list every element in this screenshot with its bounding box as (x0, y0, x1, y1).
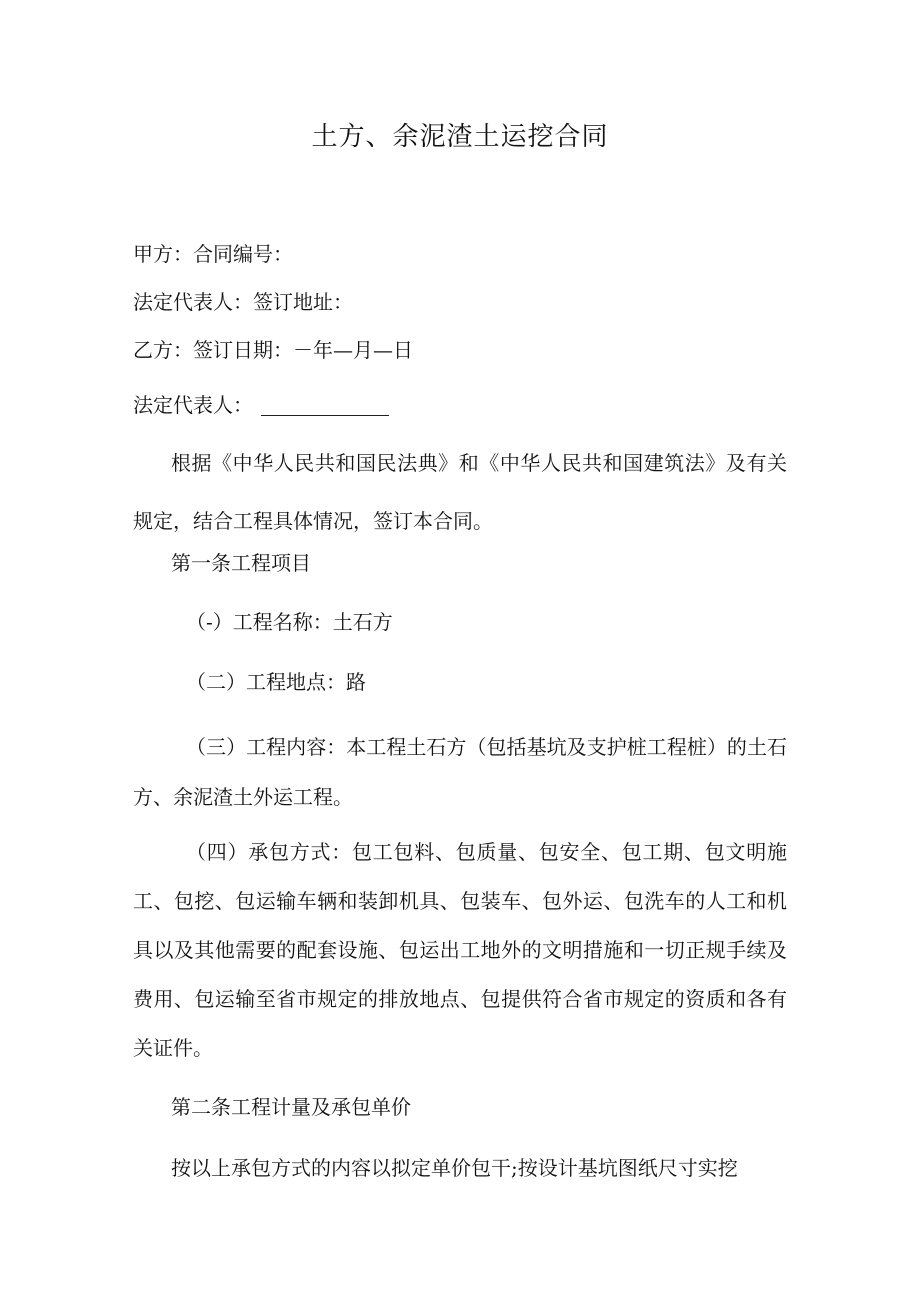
signature-blank (261, 395, 389, 416)
article-1-heading: 第一条工程项目 (171, 551, 311, 575)
article-1-item-2: （二）工程地点：路 (186, 670, 366, 694)
article-2-text: 按以上承包方式的内容以拟定单价包干;按设计基坑图纸尺寸实挖 (171, 1156, 738, 1180)
article-1-item-1: （-）工程名称：土石方 (186, 610, 393, 634)
article-1-item-3: （三）工程内容：本工程土石方（包括基坑及支护桩工程桩）的土石方、余泥渣土外运工程。 (133, 735, 787, 809)
legal-rep-line-1: 法定代表人：签订地址： (133, 290, 353, 314)
document-title: 土方、余泥渣土运挖合同 (311, 122, 609, 152)
article-1-item-4: （四）承包方式：包工包料、包质量、包安全、包工期、包文明施工、包挖、包运输车辆和装卸机具、包装车、包外运、包洗车的人工和机具以及其他需要的配套设施、包运出工地外的文明措施和一切正规手续及费用、包运输至省市规定的排放地点、包提供符合省市规定的资质和各有关证件。 (133, 840, 787, 1060)
article-2-heading: 第二条工程计量及承包单价 (171, 1095, 411, 1119)
party-b-line: 乙方：签订日期：－年—月—日 (133, 338, 413, 362)
party-a-line: 甲方：合同编号： (133, 242, 293, 266)
legal-rep-line-2 (133, 390, 389, 420)
legal-rep-label: 法定代表人： (133, 393, 253, 417)
preamble-paragraph: 根据《中华人民共和国民法典》和《中华人民共和国建筑法》及有关规定，结合工程具体情况，签订本合同。 (133, 451, 787, 533)
